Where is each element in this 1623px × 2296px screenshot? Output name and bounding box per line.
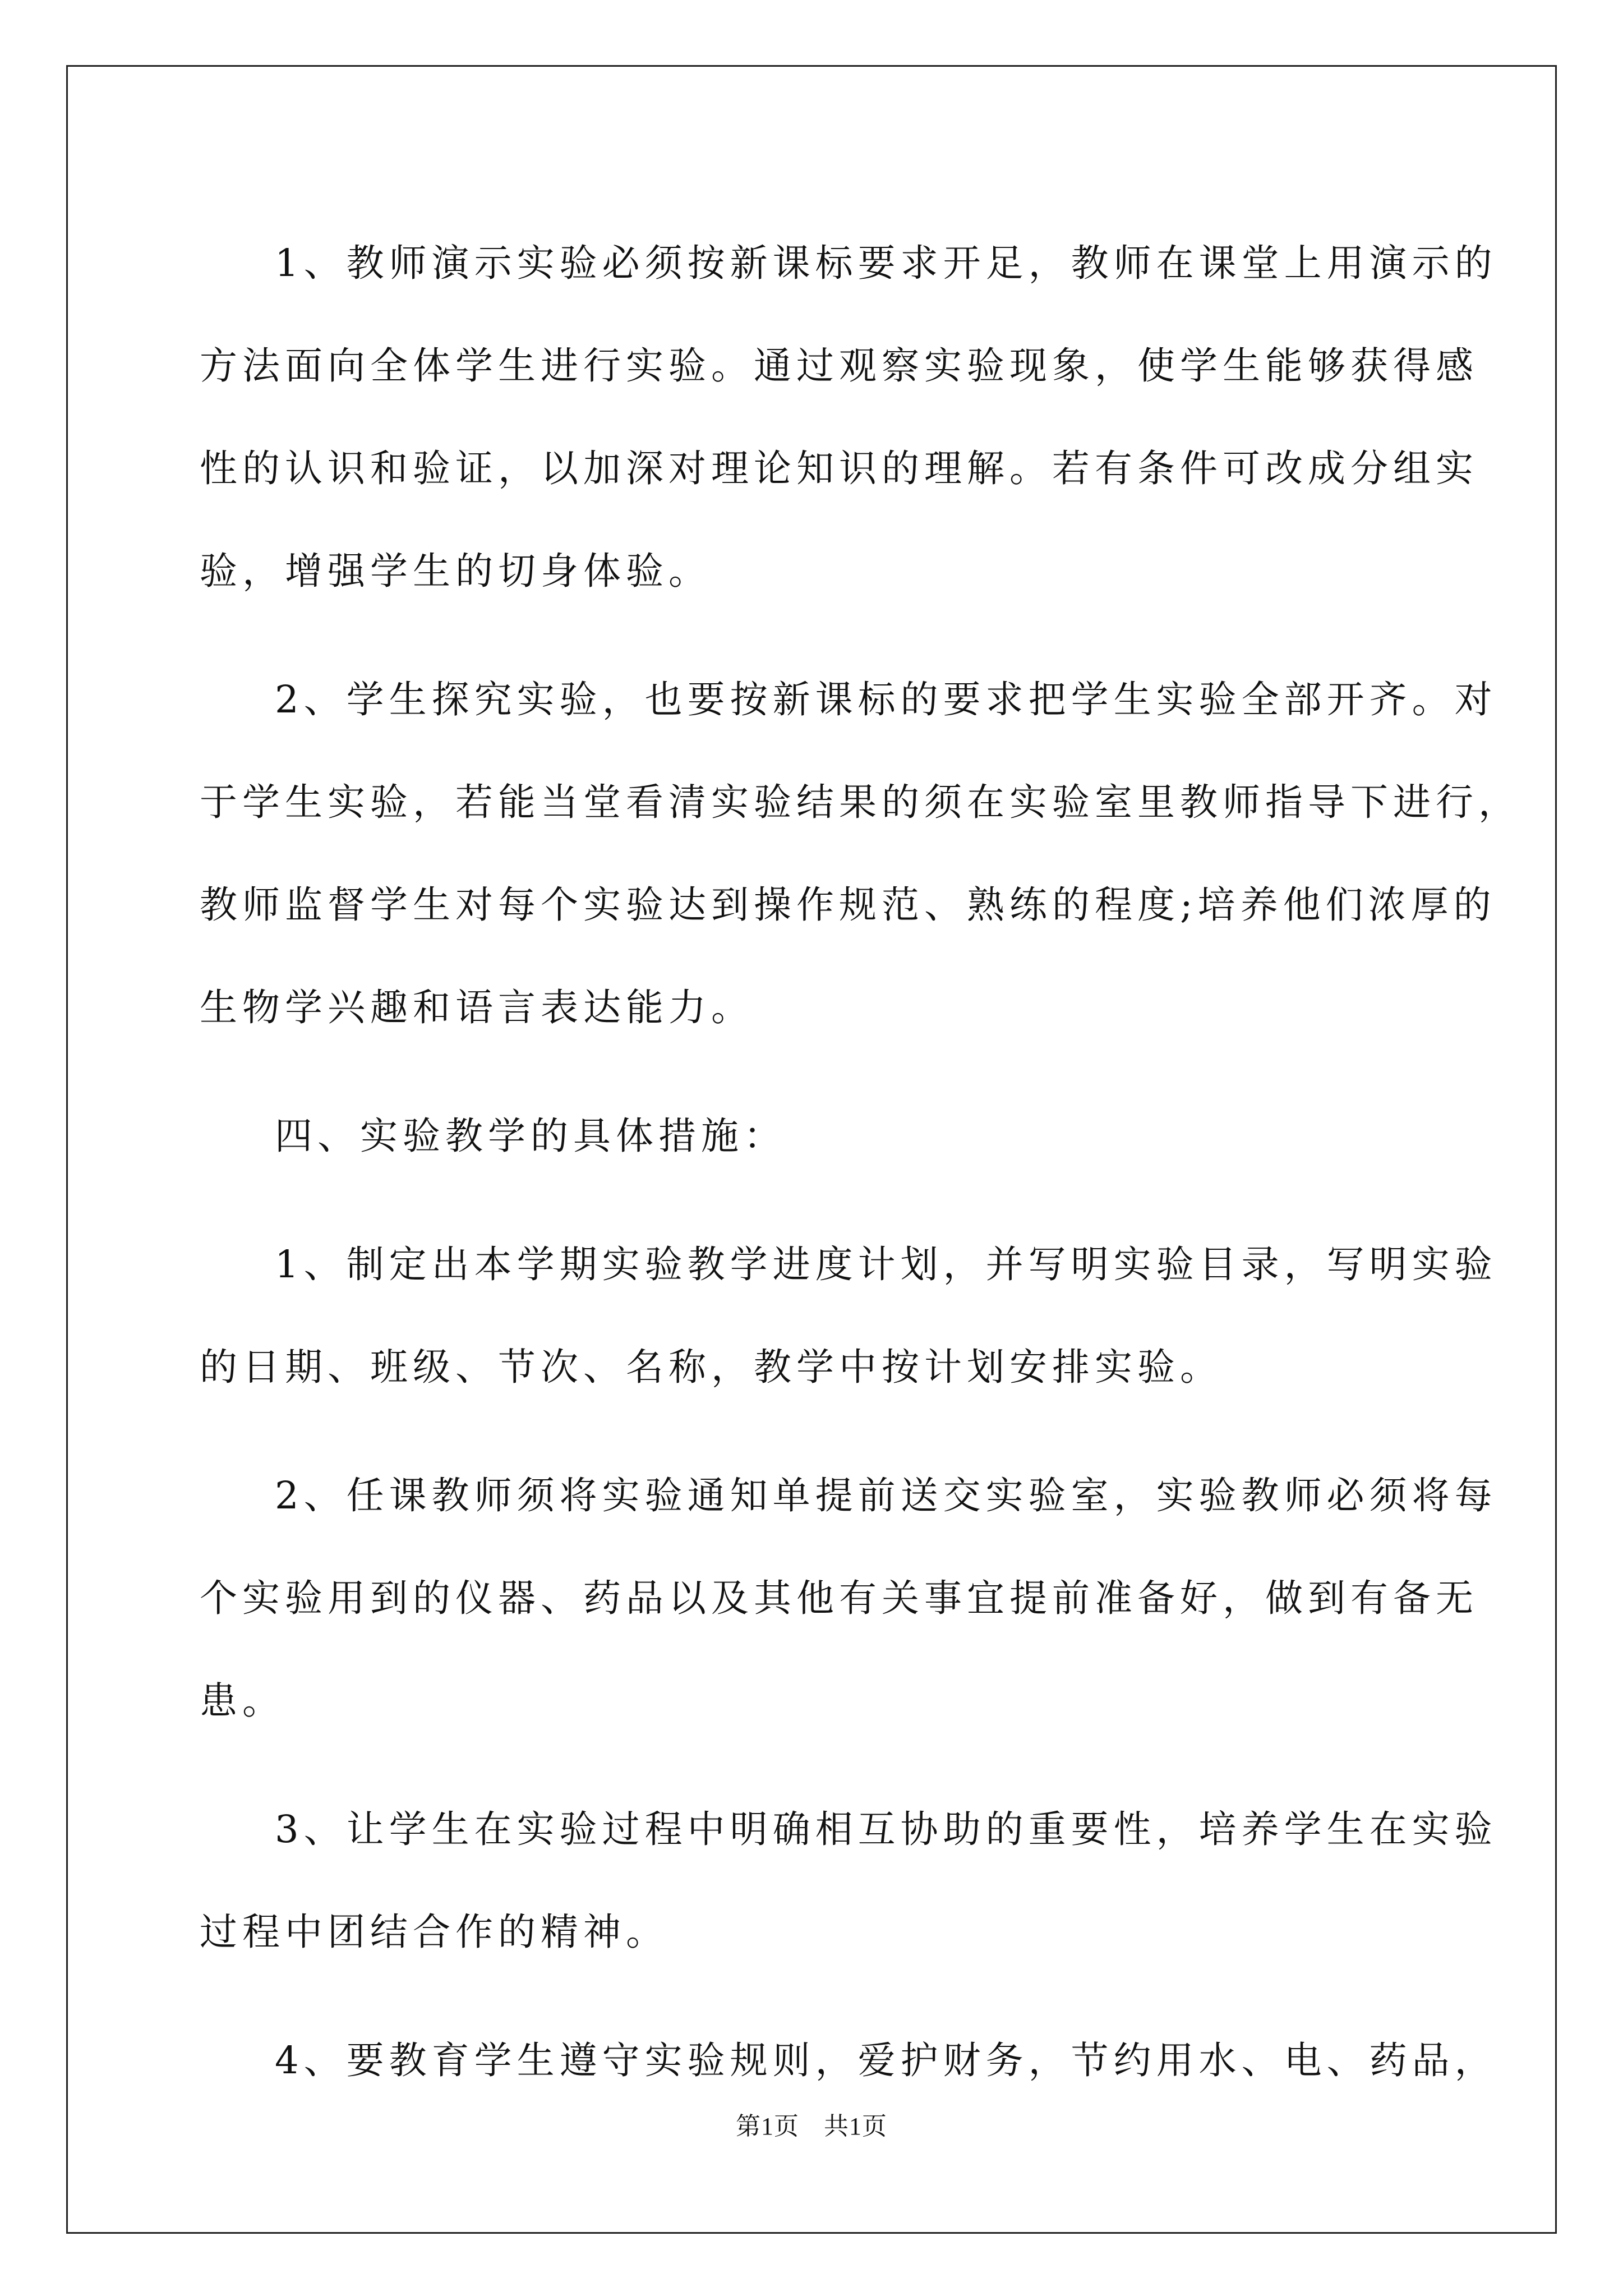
text-line: 个实验用到的仪器、药品以及其他有关事宜提前准备好，做到有备无 [200,1576,1478,1620]
paragraph-gap [200,623,1431,648]
paragraph-gap [200,1059,1431,1085]
paragraph [200,648,1521,1059]
text-line: 教师监督学生对每个实验达到操作规范、熟练的程度;培养他们浓厚的 [200,883,1496,927]
text-line: 生物学兴趣和语言表达能力。 [200,986,754,1029]
page-total: 共1页 [824,2113,887,2140]
page-footer [0,2106,1623,2142]
text-line: 验，增强学生的切身体验。 [200,549,711,593]
section-heading [200,1085,1431,1188]
paragraph [200,1778,1497,1984]
paragraph-gap [200,1984,1431,2009]
text-line: 2、任课教师须将实验通知单提前送交实验室，实验教师必须将每 [275,1474,1497,1517]
paragraph-gap [200,1752,1431,1778]
text-line: 的日期、班级、节次、名称，教学中按计划安排实验。 [200,1345,1223,1389]
text-line: 方法面向全体学生进行实验。通过观察实验现象，使学生能够获得感 [200,344,1478,388]
text-line: 性的认识和验证，以加深对理论知识的理解。若有条件可改成分组实 [200,447,1478,490]
text-line: 于学生实验，若能当堂看清实验结果的须在实验室里教师指导下进行， [200,780,1521,824]
paragraph [200,212,1497,623]
paragraph [200,1444,1497,1752]
page-number: 第1页 [736,2113,799,2140]
text-line: 2、学生探究实验，也要按新课标的要求把学生实验全部开齐。对 [275,678,1497,721]
text-line: 患。 [200,1679,285,1723]
paragraph [200,2009,1497,2112]
paragraph-gap [200,1419,1431,1444]
text-line: 3、让学生在实验过程中明确相互协助的重要性，培养学生在实验 [275,1807,1497,1851]
text-line: 过程中团结合作的精神。 [200,1910,668,1954]
paragraph [200,1213,1497,1419]
text-line: 4、要教育学生遵守实验规则，爱护财务，节约用水、电、药品， [275,2039,1497,2082]
document-body [200,212,1521,2112]
text-line: 四、实验教学的具体措施： [275,1114,786,1158]
paragraph-gap [200,1188,1431,1213]
text-line: 1、制定出本学期实验教学进度计划，并写明实验目录，写明实验 [275,1243,1497,1286]
text-line: 1、教师演示实验必须按新课标要求开足，教师在课堂上用演示的 [275,241,1497,285]
